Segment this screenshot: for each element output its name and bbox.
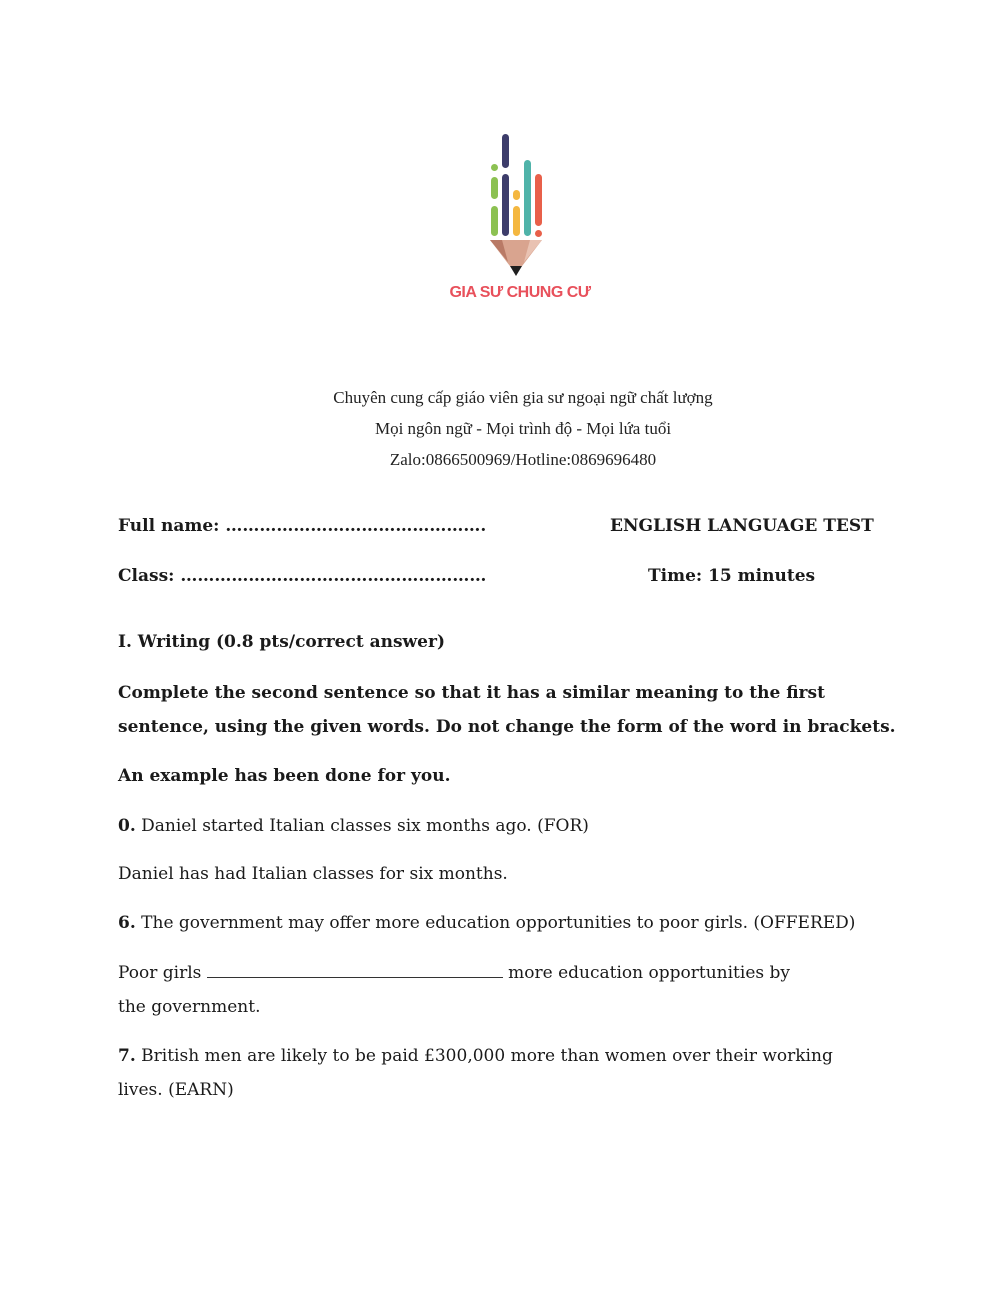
answer-prefix: Poor girls	[118, 963, 207, 983]
question-text: British men are likely to be paid £300,000 more than women over their working lives. (EARN)	[118, 1046, 833, 1100]
question-text: The government may offer more education opportunities to poor girls. (OFFERED)	[135, 913, 856, 933]
answer-blank[interactable]	[207, 961, 503, 978]
header-block	[0, 382, 1000, 475]
example-note: An example has been done for you.	[118, 766, 451, 786]
fullname-field: Full name: ……………………………………….	[118, 516, 487, 536]
answer-6	[118, 956, 818, 1024]
class-field: Class: ………………………………………………	[118, 566, 487, 586]
pencil-logo-icon	[440, 128, 600, 284]
section-title: I. Writing (0.8 pts/correct answer)	[118, 632, 446, 652]
time-label: Time: 15 minutes	[648, 566, 816, 586]
header-line-3: Zalo:0866500969/Hotline:0869696480	[389, 450, 657, 469]
question-number: 0.	[118, 816, 136, 836]
question-6	[118, 906, 898, 940]
test-title: ENGLISH LANGUAGE TEST	[610, 516, 874, 536]
answer-0: Daniel has had Italian classes for six months.	[118, 864, 508, 884]
question-number: 6.	[118, 913, 136, 933]
answer-suffix: more education opportunities by the government.	[118, 963, 790, 1017]
logo-brand-text: GIA SƯ CHUNG CƯ	[449, 284, 591, 301]
instruction: Complete the second sentence so that it has a similar meaning to the first sentence, using the given words. Do not change the form of the word in brackets.	[118, 683, 896, 737]
question-7	[118, 1039, 878, 1107]
question-0	[118, 809, 898, 843]
header-line-1: Chuyên cung cấp giáo viên gia sư ngoại ngữ chất lượng	[333, 388, 713, 407]
question-number: 7.	[118, 1046, 136, 1066]
header-line-2: Mọi ngôn ngữ - Mọi trình độ - Mọi lứa tuổi	[374, 419, 672, 438]
logo	[440, 128, 600, 308]
question-text: Daniel started Italian classes six months ago. (FOR)	[135, 816, 589, 836]
